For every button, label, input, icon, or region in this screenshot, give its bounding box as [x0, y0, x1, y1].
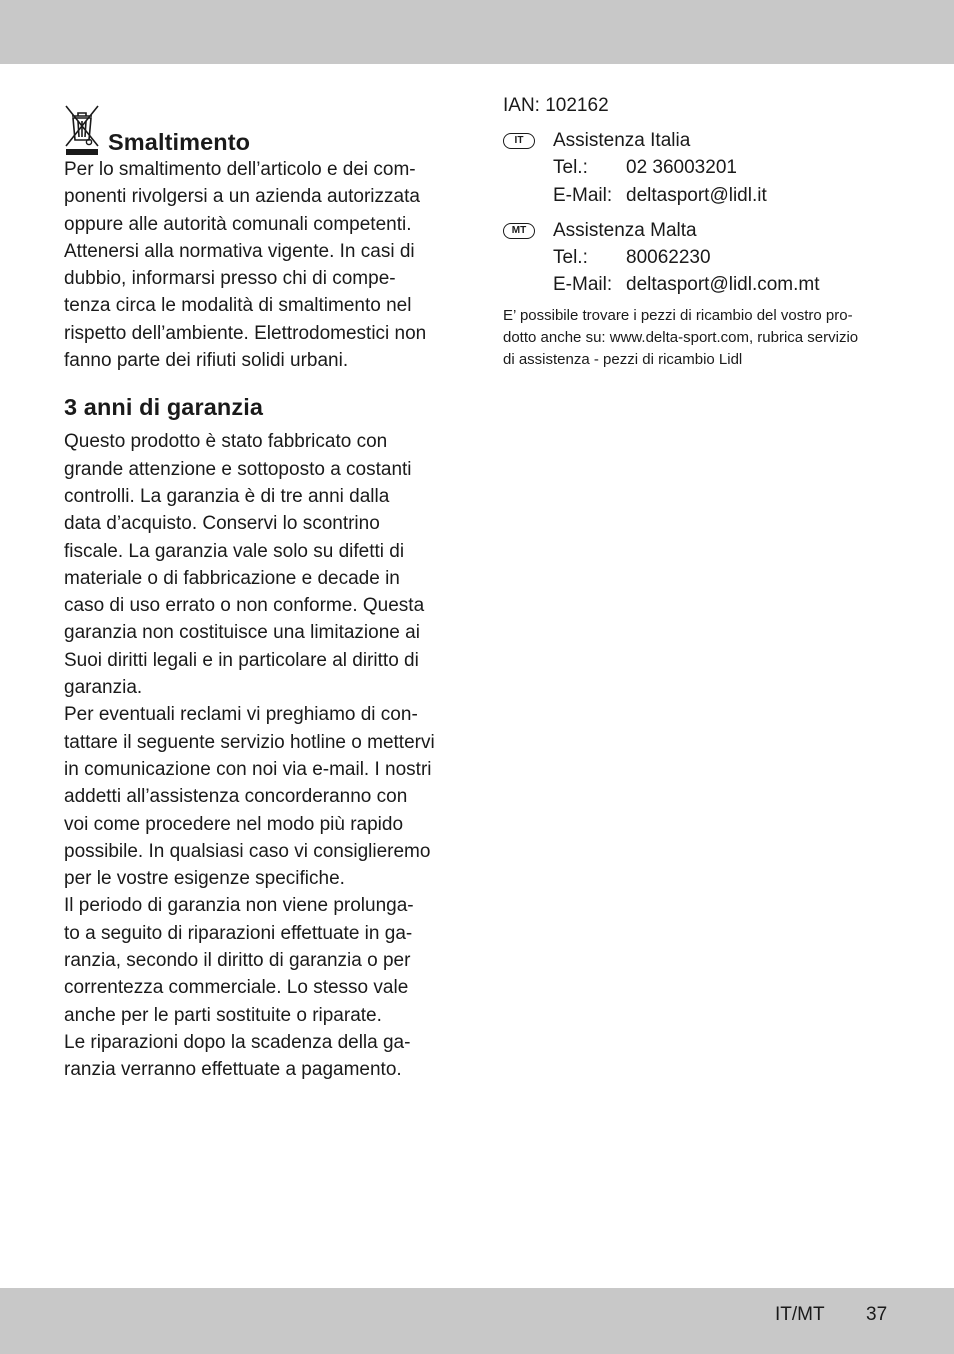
email-label: E-Mail:: [553, 274, 613, 296]
warranty-paragraph-1: Questo prodotto è stato fabbricato con grande attenzione e sottoposto a costanti controlli. La garanzia è di tre anni dalla data d’acquisto. Conservi lo scontrino fiscale. La garanzia vale solo su difetti di materiale o di fabbricazione e decade in caso di uso errato o non conforme. Questa garanzia non costituisce una limitazione ai Suoi diritti legali e in particolare al diritto di garanzia.: [64, 431, 425, 699]
tel-number: 02 36003201: [626, 157, 737, 179]
warranty-title: 3 anni di garanzia: [64, 394, 263, 421]
service-italy-name: Assistenza Italia: [553, 130, 691, 151]
warranty-paragraph-4: Le riparazioni dopo la scadenza della ga- ranzia verranno effettuate a pagamento.: [64, 1031, 411, 1081]
service-malta-email: [553, 271, 903, 298]
crossed-out-wheelie-bin-icon: [64, 102, 100, 156]
service-malta-tel: [553, 244, 903, 271]
service-malta-name: Assistenza Malta: [553, 219, 697, 241]
header-band: [0, 0, 954, 64]
email-label: E-Mail:: [553, 184, 613, 206]
service-italy: [503, 127, 903, 209]
service-italy-email: [553, 182, 903, 209]
warranty-paragraph-2: Per eventuali reclami vi preghiamo di con- tattare il seguente servizio hotline o mettervi in comunicazione con noi via e-mail. I nostri addetti all’assistenza concorderanno con voi come procedere nel modo più rapido possibile. In qualsiasi caso vi consiglieremo per le vostre esigenze specifiche.: [64, 704, 435, 890]
tel-number: 80062230: [626, 247, 711, 269]
disposal-title: Smaltimento: [108, 129, 251, 155]
ian-number: IAN: 102162: [503, 95, 609, 116]
tel-label: Tel.:: [553, 157, 588, 179]
service-malta: [503, 217, 903, 299]
disposal-heading-row: [64, 100, 464, 156]
spare-parts-note: E’ possibile trovare i pezzi di ricambio del vostro pro- dotto anche su: www.delta-sport.com, rubrica servizio di assistenza - pezzi di ricambio Lidl: [503, 306, 859, 368]
warranty-paragraph-3: Il periodo di garanzia non viene prolunga- to a seguito di riparazioni effettuate in ga- ranzia, secondo il diritto di garanzia o per correntezza commerciale. Lo stesso vale anche per le parti sostituite o riparate.: [64, 895, 414, 1026]
right-column: [503, 92, 903, 371]
country-badge-it: IT: [503, 133, 535, 149]
page-number: 37: [866, 1304, 888, 1325]
disposal-text: Per lo smaltimento dell’articolo e dei com- ponenti rivolgersi a un azienda autorizzata oppure alle autorità comunali competenti. Attenersi alla normativa vigente. In casi di dubbio, informarsi presso chi di compe- tenza circa le modalità di smaltimento nel rispetto dell’ambiente. Elettrodomestici non fanno parte dei rifiuti solidi urbani.: [64, 159, 427, 372]
left-column: [64, 100, 464, 1084]
email-address: deltasport@lidl.it: [626, 184, 767, 206]
footer-language-code: IT/MT: [775, 1304, 825, 1325]
country-badge-mt: MT: [503, 223, 535, 239]
tel-label: Tel.:: [553, 247, 588, 269]
email-address: deltasport@lidl.com.mt: [626, 274, 820, 296]
service-italy-tel: [553, 154, 903, 181]
